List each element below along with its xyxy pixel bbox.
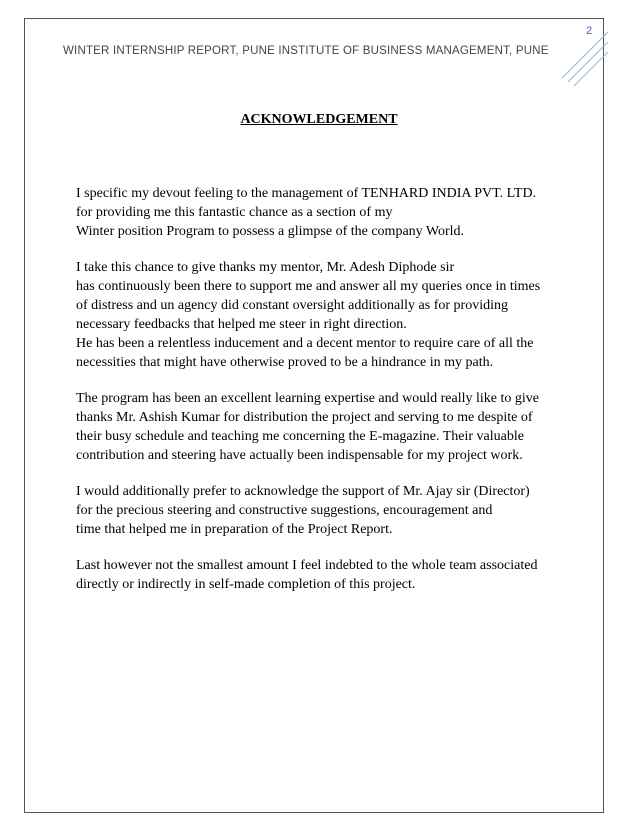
text-line: their busy schedule and teaching me concerning the E-magazine. Their valuable	[76, 429, 524, 444]
text-line: time that helped me in preparation of the Project Report.	[76, 522, 393, 537]
acknowledgement-body	[76, 184, 596, 611]
corner-decoration-icon	[560, 30, 610, 90]
text-line: Last however not the smallest amount I feel indebted to the whole team associated	[76, 558, 538, 573]
text-line: has continuously been there to support me and answer all my queries once in times	[76, 279, 541, 294]
paragraph	[76, 556, 596, 594]
paragraph	[76, 184, 596, 241]
text-line: He has been a relentless inducement and a decent mentor to require care of all the	[76, 336, 534, 351]
paragraph	[76, 258, 596, 372]
text-line: I would additionally prefer to acknowledge the support of Mr. Ajay sir (Director)	[76, 484, 530, 499]
text-line: for providing me this fantastic chance as a section of my	[76, 205, 393, 220]
text-line: for the precious steering and constructive suggestions, encouragement and	[76, 503, 493, 518]
running-header: WINTER INTERNSHIP REPORT, PUNE INSTITUTE OF BUSINESS MANAGEMENT, PUNE	[63, 45, 549, 57]
page-number: 2	[586, 25, 593, 37]
text-line: contribution and steering have actually been indispensable for my project work.	[76, 448, 523, 463]
text-line: I take this chance to give thanks my mentor, Mr. Adesh Diphode sir	[76, 260, 455, 275]
text-line: thanks Mr. Ashish Kumar for distribution the project and serving to me despite of	[76, 410, 533, 425]
paragraph	[76, 389, 596, 465]
text-line: The program has been an excellent learning expertise and would really like to give	[76, 391, 539, 406]
text-line: I specific my devout feeling to the management of TENHARD INDIA PVT. LTD.	[76, 186, 537, 201]
text-line: of distress and un agency did constant oversight additionally as for providing	[76, 298, 508, 313]
text-line: necessities that might have otherwise proved to be a hindrance in my path.	[76, 355, 494, 370]
paragraph	[76, 482, 596, 539]
text-line: Winter position Program to possess a glimpse of the company World.	[76, 224, 465, 239]
page-title: ACKNOWLEDGEMENT	[240, 112, 398, 127]
text-line: directly or indirectly in self-made completion of this project.	[76, 577, 416, 592]
text-line: necessary feedbacks that helped me steer in right direction.	[76, 317, 407, 332]
